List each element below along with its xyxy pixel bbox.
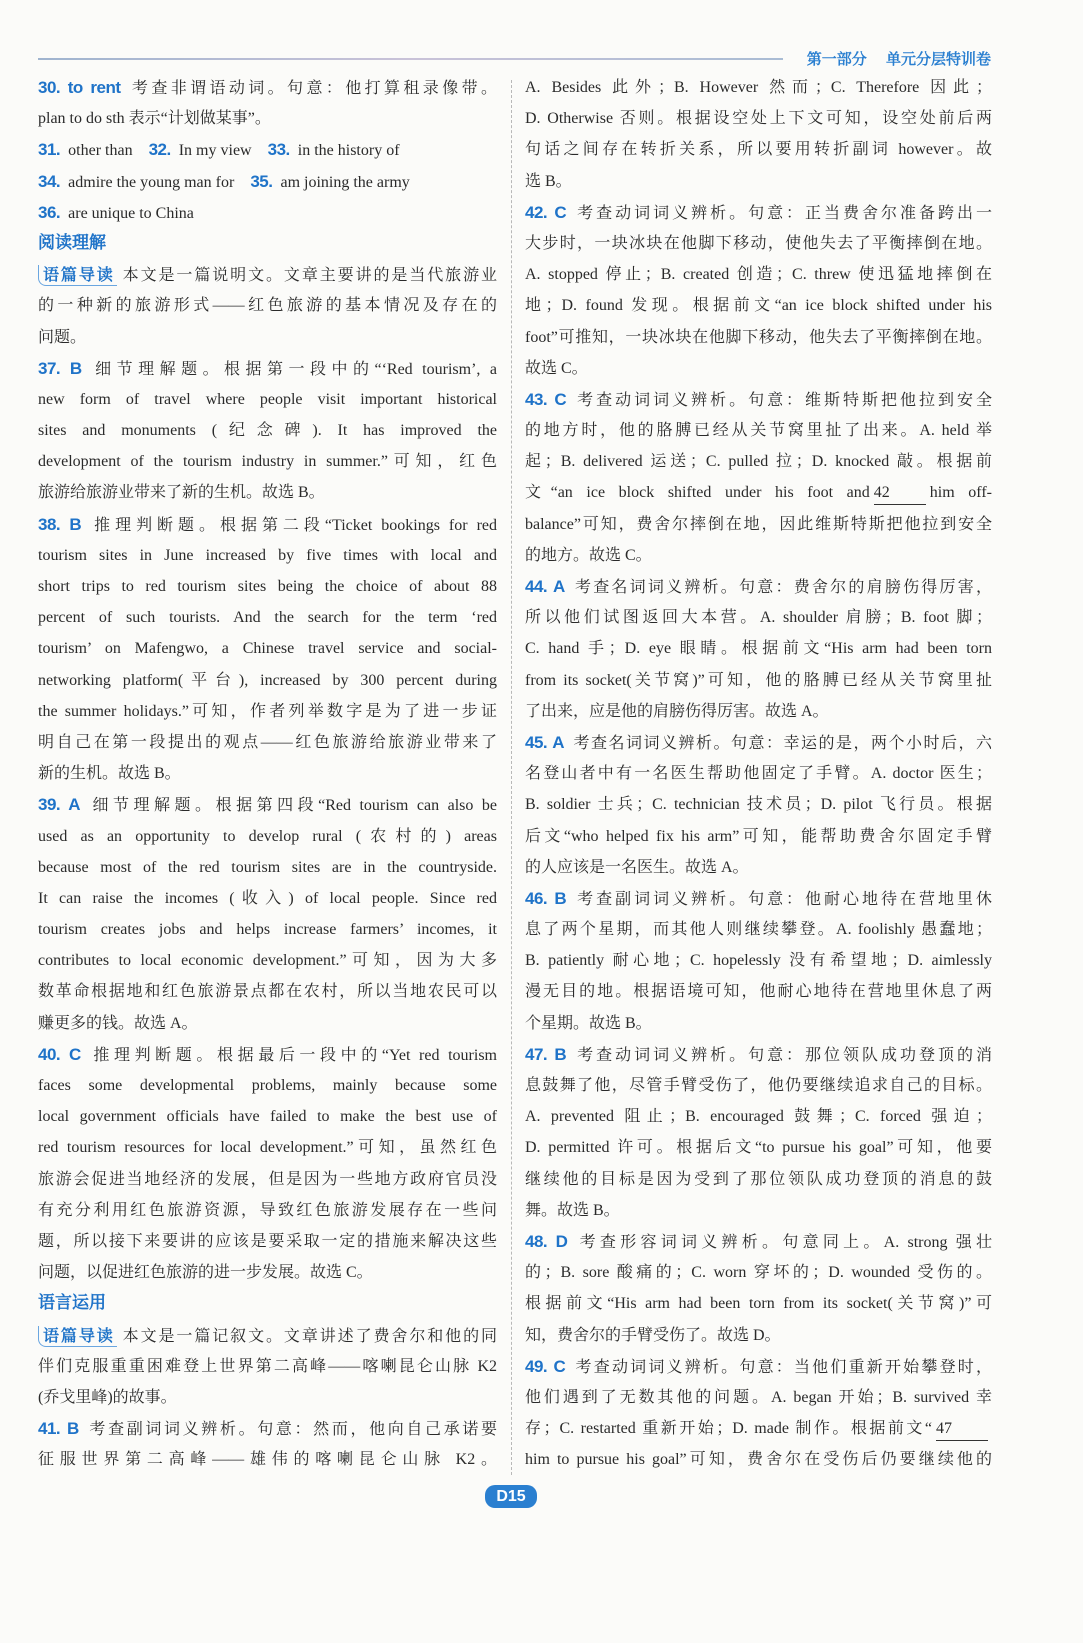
right-column bbox=[525, 72, 992, 1475]
answer-text: 细节理解题。根据第一段中的“‘Red tourism’, a bbox=[89, 360, 497, 378]
answer-text: 新的生机。故选 B。 bbox=[38, 765, 181, 783]
answer-text: new form of travel where people visit important historical bbox=[38, 390, 497, 408]
answer-number: 30. to rent bbox=[38, 78, 121, 97]
answer-text: In my view bbox=[178, 142, 268, 160]
text-line bbox=[525, 696, 992, 727]
answer-text: 考查动词词义辨析。句意：当他们重新开始攀登时， bbox=[573, 1358, 992, 1376]
answer-text: the summer holidays.”可知，作者列举数字是为了进一步证 bbox=[38, 702, 497, 720]
text-line bbox=[525, 446, 992, 477]
answer-text: percent of such tourists. And the search for the term ‘red bbox=[38, 609, 497, 627]
answer-text: 他们遇到了无数其他的问题。A. began 开始；B. survived 幸 bbox=[525, 1388, 992, 1406]
text-line bbox=[525, 384, 992, 415]
answer-text: 继续他的目标是因为受到了那位领队成功登顶的消息的鼓 bbox=[525, 1170, 992, 1188]
answer-text: tourism creates jobs and helps increase farmers’ incomes, it bbox=[38, 921, 497, 939]
answer-text: sites and monuments (纪念碑). It has improved the bbox=[38, 422, 497, 440]
text-line bbox=[38, 1101, 497, 1132]
text-line bbox=[525, 322, 992, 353]
answer-number: 42. C bbox=[525, 202, 567, 222]
text-line bbox=[38, 1444, 497, 1475]
page-number: D15 bbox=[485, 1485, 537, 1508]
text-line bbox=[525, 821, 992, 852]
answer-text: (乔戈里峰)的故事。 bbox=[38, 1388, 177, 1406]
text-line bbox=[38, 945, 497, 976]
text-line bbox=[38, 1039, 497, 1070]
text-line bbox=[38, 727, 497, 758]
answer-text: It can raise the incomes (收入) of local people. Since red bbox=[38, 889, 497, 907]
answer-number: 36. bbox=[38, 202, 61, 222]
blank-reference: 47 bbox=[936, 1418, 988, 1441]
answer-text: 的地方时，他的胳膊已经从关节窝里扯了出来。A. held 举 bbox=[525, 422, 992, 440]
text-line bbox=[525, 509, 992, 540]
answer-text: 地；D. found 发现。根据前文“an ice block shifted under his bbox=[525, 297, 992, 315]
left-column bbox=[38, 72, 497, 1475]
answer-text: him to pursue his goal”可知，费舍尔在受伤后仍要继续他的 bbox=[525, 1451, 992, 1469]
answer-text: 息鼓舞了他，尽管手臂受伤了，他仍要继续追求自己的目标。 bbox=[525, 1077, 992, 1094]
answer-number: 38. B bbox=[38, 514, 82, 534]
answer-text: admire the young man for bbox=[68, 173, 251, 191]
answer-number: 45. A bbox=[525, 732, 565, 752]
answer-text: 考查动词词义辨析。句意：那位领队成功登顶的消 bbox=[574, 1046, 992, 1064]
text-line bbox=[525, 1351, 992, 1382]
text-line bbox=[38, 665, 497, 696]
answer-text: 个星期。故选 B。 bbox=[525, 1014, 652, 1032]
answer-text: 考查动词词义辨析。句意：正当费舍尔准备跨出一 bbox=[574, 204, 992, 222]
text-line bbox=[525, 633, 992, 664]
text-line bbox=[38, 415, 497, 446]
text-line bbox=[38, 259, 497, 290]
answer-text: red tourism resources for local development.”可知，虽然红色 bbox=[38, 1139, 497, 1157]
answer-text: B. soldier 士兵；C. technician 技术员；D. pilot 飞行员。根据 bbox=[525, 796, 992, 814]
text-line bbox=[525, 1070, 992, 1101]
answer-text: 选 B。 bbox=[525, 172, 572, 190]
text-line bbox=[525, 540, 992, 571]
text-line bbox=[38, 446, 497, 477]
text-line bbox=[38, 477, 497, 508]
text-line bbox=[525, 758, 992, 789]
answer-text: 的；B. sore 酸痛的；C. worn 穿坏的；D. wounded 受伤的。 bbox=[525, 1264, 992, 1282]
text-line bbox=[38, 758, 497, 789]
answer-text: 问题。 bbox=[38, 328, 87, 346]
answer-text: 伴们克服重重困难登上世界第二高峰——喀喇昆仑山脉 K2 bbox=[38, 1357, 497, 1375]
answer-text: D. Otherwise 否则。根据设空处上下文可知，设空处前后两 bbox=[525, 110, 992, 128]
answer-text: 文“an ice block shifted under his foot and bbox=[525, 484, 870, 502]
text-line bbox=[38, 1070, 497, 1101]
answer-text: am joining the army bbox=[280, 173, 410, 191]
answer-text: 题，所以接下来要讲的应该是要采取一定的措施来解决这些 bbox=[38, 1232, 497, 1250]
text-line bbox=[38, 353, 497, 384]
text-line bbox=[38, 1226, 497, 1257]
answer-number: 39. A bbox=[38, 795, 81, 815]
text-line bbox=[525, 415, 992, 446]
text-line bbox=[38, 789, 497, 820]
text-line bbox=[525, 852, 992, 883]
text-line bbox=[525, 665, 992, 696]
answer-number: 40. C bbox=[38, 1044, 81, 1064]
text-line bbox=[525, 727, 992, 758]
answer-number: 35. bbox=[250, 171, 273, 191]
answer-number: 33. bbox=[267, 140, 290, 160]
section-heading: 语言运用 bbox=[38, 1293, 106, 1314]
answer-text: are unique to China bbox=[68, 204, 194, 222]
text-line bbox=[38, 1195, 497, 1226]
answer-text: 所以他们试图返回大本营。A. shoulder 肩膀；B. foot 脚； bbox=[525, 609, 992, 627]
answer-number: 47. B bbox=[525, 1044, 567, 1064]
text-line bbox=[38, 976, 497, 1007]
answer-text: 赚更多的钱。故选 A。 bbox=[38, 1014, 198, 1032]
text-line bbox=[525, 1132, 992, 1163]
text-line bbox=[38, 1288, 497, 1319]
text-line bbox=[525, 1382, 992, 1413]
answer-number: 48. D bbox=[525, 1231, 568, 1251]
answer-text: 考查动词词义辨析。句意：维斯特斯把他拉到安全 bbox=[574, 391, 992, 409]
answer-text: 明自己在第一段提出的观点——红色旅游给旅游业带来了 bbox=[38, 733, 497, 751]
text-line bbox=[525, 1101, 992, 1132]
answer-text: foot”可推知，一块冰块在他脚下移动，他失去了平衡摔倒在地。 bbox=[525, 328, 992, 346]
answer-text: 考查副词词义辨析。句意：他耐心地待在营地里休 bbox=[574, 890, 992, 908]
answer-text: used as an opportunity to develop rural (农村的) areas bbox=[38, 827, 497, 845]
answer-text: 舞。故选 B。 bbox=[525, 1201, 620, 1219]
answer-text: 的一种新的旅游形式——红色旅游的基本情况及存在的 bbox=[38, 297, 497, 315]
answer-text: 本文是一篇记叙文。文章讲述了费舍尔和他的同 bbox=[122, 1327, 497, 1345]
text-line bbox=[525, 197, 992, 228]
answer-text: short trips to red tourism sites being the choice of about 88 bbox=[38, 578, 497, 595]
answer-text: 了出来，应是他的肩膀伤得厉害。故选 A。 bbox=[525, 702, 829, 720]
text-line bbox=[38, 1382, 497, 1413]
answer-text: 息了两个星期，而其他人则继续攀登。A. foolishly 愚蠢地； bbox=[525, 921, 992, 939]
answer-text: 有充分利用红色旅游资源，导致红色旅游发展存在一些问 bbox=[38, 1201, 497, 1219]
text-line bbox=[38, 197, 497, 228]
text-line bbox=[525, 945, 992, 976]
text-line bbox=[525, 976, 992, 1007]
text-line bbox=[38, 134, 497, 165]
text-line bbox=[525, 1288, 992, 1319]
answer-text: faces some developmental problems, mainly because some bbox=[38, 1077, 497, 1094]
answer-number: 49. C bbox=[525, 1356, 566, 1376]
answer-number: 43. C bbox=[525, 389, 567, 409]
answer-number: 41. B bbox=[38, 1419, 79, 1439]
answer-number: 37. B bbox=[38, 358, 82, 378]
answer-text: 名登山者中有一名医生帮助他固定了手臂。A. doctor 医生； bbox=[525, 765, 992, 783]
text-line bbox=[38, 1164, 497, 1195]
text-line bbox=[38, 1132, 497, 1163]
text-line bbox=[38, 696, 497, 727]
answer-text: 故选 C。 bbox=[525, 359, 588, 377]
text-line bbox=[38, 633, 497, 664]
answer-text: balance”可知，费舍尔摔倒在地，因此维斯特斯把他拉到安全 bbox=[525, 515, 992, 533]
text-line bbox=[525, 1320, 992, 1351]
text-line bbox=[525, 134, 992, 165]
answer-text: 大步时，一块冰块在他脚下移动，使他失去了平衡摔倒在地。 bbox=[525, 234, 992, 252]
text-line bbox=[525, 883, 992, 914]
text-line bbox=[525, 789, 992, 820]
passage-guide-label: 语篇导读 bbox=[38, 1326, 117, 1347]
answer-text: A. prevented 阻止；B. encouraged 鼓舞；C. forced 强迫； bbox=[525, 1108, 992, 1126]
text-line bbox=[525, 477, 992, 508]
answer-text: development of the tourism industry in summer.”可知，红色 bbox=[38, 453, 497, 471]
text-line bbox=[38, 883, 497, 914]
answer-text: 旅游会促进当地经济的发展，但是因为一些地方政府官员没 bbox=[38, 1170, 497, 1188]
text-line bbox=[38, 322, 497, 353]
text-line bbox=[525, 353, 992, 384]
answer-text: tourism sites in June increased by five times with local and bbox=[38, 546, 497, 564]
text-line bbox=[525, 1226, 992, 1257]
header-part: 第一部分 bbox=[806, 50, 867, 68]
answer-text: 旅游给旅游业带来了新的生机。故选 B。 bbox=[38, 484, 325, 502]
answer-text: 存；C. restarted 重新开始；D. made 制作。根据前文“ bbox=[525, 1420, 932, 1438]
text-line bbox=[38, 103, 497, 134]
answer-text: 起；B. delivered 运送；C. pulled 拉；D. knocked 敲。根据前 bbox=[525, 453, 992, 471]
answer-text: 数革命根据地和红色旅游景点都在农村，所以当地农民可以 bbox=[38, 983, 497, 1001]
running-header bbox=[793, 48, 991, 69]
answer-text: 问题，以促进红色旅游的进一步发展。故选 C。 bbox=[38, 1264, 373, 1282]
answer-text: 句话之间存在转折关系，所以要用转折副词 however。故 bbox=[525, 141, 992, 159]
header-rule bbox=[38, 58, 783, 60]
answer-text: C. hand 手；D. eye 眼睛。根据前文“His arm had been torn bbox=[525, 640, 992, 658]
text-line bbox=[525, 1164, 992, 1195]
blank-reference: 42 bbox=[874, 482, 926, 505]
answer-text: 漫无目的地。根据语境可知，他耐心地待在营地里休息了两 bbox=[525, 983, 992, 1001]
text-line bbox=[38, 72, 497, 103]
answer-text: from its socket(关节窝)”可知，他的胳膊已经从关节窝里扯 bbox=[525, 671, 992, 689]
text-line bbox=[525, 103, 992, 134]
text-line bbox=[38, 290, 497, 321]
header-title: 单元分层特训卷 bbox=[885, 50, 991, 68]
passage-guide-label: 语篇导读 bbox=[38, 265, 117, 286]
answer-text: in the history of bbox=[297, 142, 400, 160]
text-line bbox=[525, 290, 992, 321]
answer-number: 34. bbox=[38, 171, 61, 191]
text-line bbox=[38, 571, 497, 602]
text-line bbox=[38, 509, 497, 540]
answer-text: 征服世界第二高峰——雄伟的喀喇昆仑山脉 K2。 bbox=[38, 1451, 497, 1469]
answer-text: D. permitted 许可。根据后文“to pursue his goal”可知，他要 bbox=[525, 1139, 992, 1157]
text-line bbox=[525, 1008, 992, 1039]
answer-text: because most of the red tourism sites are in the countryside. bbox=[38, 858, 497, 876]
text-line bbox=[525, 166, 992, 197]
column-divider bbox=[511, 80, 512, 1475]
text-line bbox=[38, 1413, 497, 1444]
section-heading: 阅读理解 bbox=[38, 232, 106, 253]
text-line bbox=[38, 914, 497, 945]
answer-text: 考查名词词义辨析。句意：幸运的是，两个小时后，六 bbox=[572, 734, 992, 752]
answer-text: 考查副词词义辨析。句意：然而，他向自己承诺要 bbox=[86, 1421, 497, 1439]
text-line bbox=[525, 1195, 992, 1226]
answer-text: contributes to local economic development.”可知，因为大多 bbox=[38, 952, 497, 970]
text-line bbox=[38, 1008, 497, 1039]
answer-number: 32. bbox=[148, 140, 171, 160]
answer-text: networking platform(平台), increased by 300 percent during bbox=[38, 671, 497, 689]
answer-text: 本文是一篇说明文。文章主要讲的是当代旅游业 bbox=[122, 267, 497, 285]
answer-number: 46. B bbox=[525, 888, 567, 908]
answer-text: local government officials have failed to make the best use of bbox=[38, 1108, 497, 1126]
answer-text: 的地方。故选 C。 bbox=[525, 546, 652, 564]
answer-text: 知，费舍尔的手臂受伤了。故选 D。 bbox=[525, 1326, 781, 1344]
text-line bbox=[38, 166, 497, 197]
answer-text: A. stopped 停止；B. created 创造；C. threw 使迅猛地摔倒在 bbox=[525, 266, 992, 284]
text-line bbox=[38, 852, 497, 883]
answer-text: 考查名词词义辨析。句意：费舍尔的肩膀伤得厉害， bbox=[572, 579, 992, 596]
answer-text: tourism’ on Mafengwo, a Chinese travel service and social- bbox=[38, 640, 497, 658]
answer-text: 的人应该是一名医生。故选 A。 bbox=[525, 858, 749, 876]
text-line bbox=[38, 1257, 497, 1288]
answer-text: B. patiently 耐心地；C. hopelessly 没有希望地；D. aimlessly bbox=[525, 952, 992, 970]
answer-text: 后文“who helped fix his arm”可知，能帮助费舍尔固定手臂 bbox=[525, 827, 992, 845]
text-line bbox=[38, 602, 497, 633]
text-line bbox=[525, 259, 992, 290]
answer-text: 细节理解题。根据第四段“Red tourism can also be bbox=[88, 797, 497, 815]
text-line bbox=[38, 540, 497, 571]
text-line bbox=[525, 1039, 992, 1070]
answer-text: other than bbox=[68, 142, 149, 160]
answer-text: 根据前文“His arm had been torn from its socket(关节窝)”可 bbox=[525, 1295, 992, 1313]
text-line bbox=[525, 1444, 992, 1475]
text-line bbox=[525, 72, 992, 103]
answer-number: 31. bbox=[38, 140, 61, 160]
text-line bbox=[38, 384, 497, 415]
answer-text: plan to do sth 表示“计划做某事”。 bbox=[38, 110, 271, 128]
answer-text: 考查形容词词义辨析。句意同上。A. strong 强壮 bbox=[575, 1233, 992, 1251]
answer-text: A. Besides 此外；B. However 然而；C. Therefore 因此； bbox=[525, 79, 992, 96]
text-line bbox=[525, 1413, 992, 1444]
text-line bbox=[525, 1257, 992, 1288]
text-line bbox=[525, 571, 992, 602]
text-line bbox=[525, 914, 992, 945]
text-line bbox=[38, 228, 497, 259]
answer-text: 推理判断题。根据第二段“Ticket bookings for red bbox=[89, 516, 497, 534]
text-line bbox=[525, 602, 992, 633]
text-line bbox=[38, 1351, 497, 1382]
answer-text: 推理判断题。根据最后一段中的“Yet red tourism bbox=[88, 1046, 497, 1064]
text-line bbox=[38, 821, 497, 852]
text-line bbox=[525, 228, 992, 259]
text-line bbox=[38, 1320, 497, 1351]
answer-text: him off- bbox=[929, 484, 992, 502]
answer-number: 44. A bbox=[525, 577, 565, 596]
answer-text: 考查非谓语动词。句意：他打算租录像带。 bbox=[128, 80, 497, 97]
